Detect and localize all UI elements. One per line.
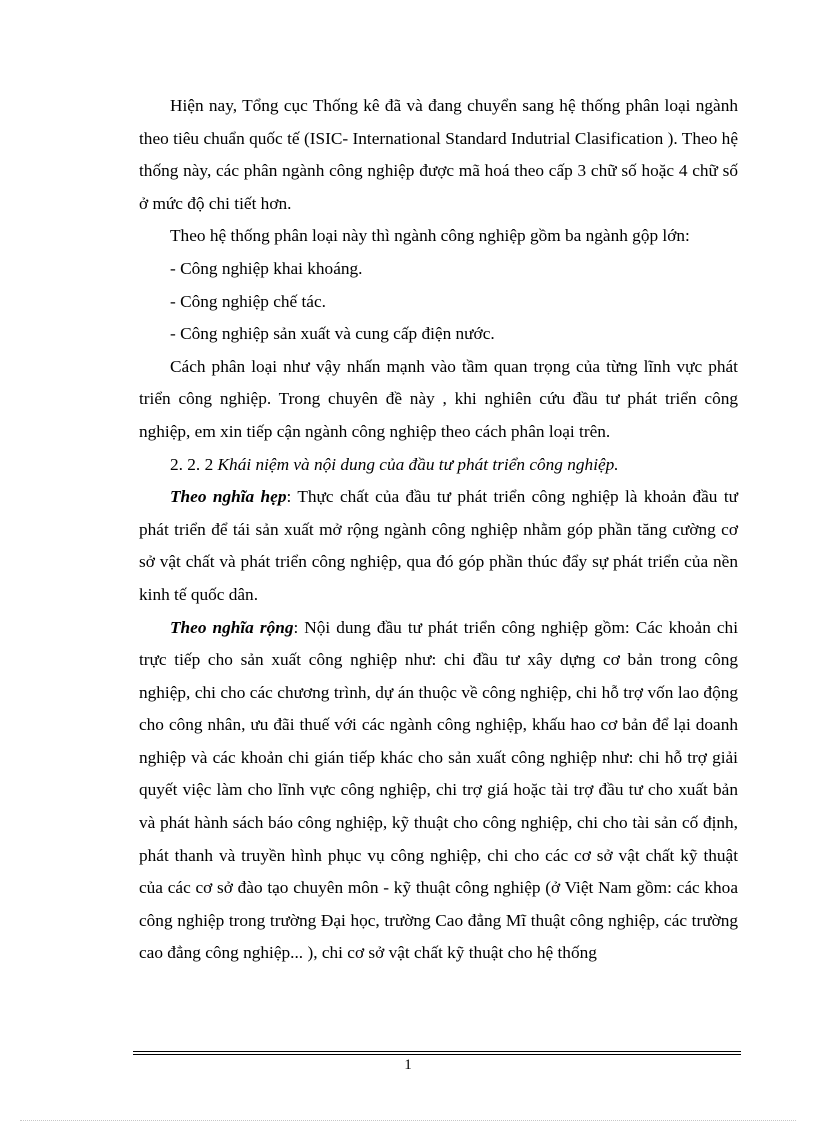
section-title: Khái niệm và nội dung của đầu tư phát triển công nghiệp.: [217, 454, 619, 474]
document-body: [139, 90, 738, 970]
footer-rule-top: [133, 1051, 741, 1052]
footer-rule-bottom: [133, 1054, 741, 1055]
bullet-utilities: - Công nghiệp sản xuất và cung cấp điện nước.: [170, 324, 495, 344]
paragraph-broad-sense: [139, 612, 738, 971]
broad-sense-text: : Nội dung đầu tư phát triển công nghiệp gồm: Các khoản chi trực tiếp cho sản xuất công nghiệp như: chi đầu tư xây dựng cơ bản trong công nghiệp, chi cho các chương trình, dự án thuộc về công nghiệp, chi hỗ trợ vốn lao động cho công nhân, ưu đãi thuế với các ngành công nghiệp, khấu hao cơ bản để lại doanh nghiệp và các khoản chi gián tiếp khác cho sản xuất công nghiệp như: chi hỗ trợ giải quyết việc làm cho lĩnh vực công nghiệp, chi trợ giá hoặc tài trợ đầu tư cho xuất bản và phát hành sách báo công nghiệp, kỹ thuật cho công nghiệp, chi cho tài sản cố định, phát thanh và truyền hình phục vụ công nghiệp, chi cho các cơ sở vật chất kỹ thuật của các cơ sở đào tạo chuyên môn - kỹ thuật công nghiệp (ở Việt Nam gồm: các khoa công nghiệp trong trường Đại học, trường Cao đẳng Mĩ thuật công nghiệp, các trường cao đẳng công nghiệp... ), chi cơ sở vật chất kỹ thuật cho hệ thống: [139, 617, 738, 963]
term-broad-sense: Theo nghĩa rộng: [170, 617, 294, 637]
page-number: 1: [404, 1057, 412, 1073]
paragraph-classification-note: Cách phân loại như vậy nhấn mạnh vào tầm quan trọng của từng lĩnh vực phát triển công nghiệp. Trong chuyên đề này , khi nghiên cứu đầu tư phát triển công nghiệp, em xin tiếp cận ngành công nghiệp theo cách phân loại trên.: [139, 356, 738, 441]
narrow-sense-text: : Thực chất của đầu tư phát triển công nghiệp là khoản đầu tư phát triển để tái sản xuất mở rộng ngành công nghiệp nhằm góp phần tăng cường cơ sở vật chất và phát triển công nghiệp, qua đó góp phần thúc đẩy sự phát triển của nền kinh tế quốc dân.: [139, 487, 738, 604]
section-heading: [139, 449, 738, 482]
term-narrow-sense: Theo nghĩa hẹp: [170, 487, 287, 507]
paragraph-narrow-sense: [139, 481, 738, 611]
section-number: 2. 2. 2: [170, 454, 214, 474]
bullet-mining: - Công nghiệp khai khoáng.: [170, 258, 363, 278]
page-edge-divider: [20, 1120, 796, 1121]
paragraph-isic: Hiện nay, Tổng cục Thống kê đã và đang chuyển sang hệ thống phân loại ngành theo tiêu chuẩn quốc tế (ISIC- International Standard Indutrial Clasification ). Theo hệ thống này, các phân ngành công nghiệp được mã hoá theo cấp 3 chữ số hoặc 4 chữ số ở mức độ chi tiết hơn.: [139, 96, 738, 213]
paragraph-three-sectors: Theo hệ thống phân loại này thì ngành công nghiệp gồm ba ngành gộp lớn:: [170, 226, 690, 246]
bullet-manufacturing: - Công nghiệp chế tác.: [170, 291, 326, 311]
